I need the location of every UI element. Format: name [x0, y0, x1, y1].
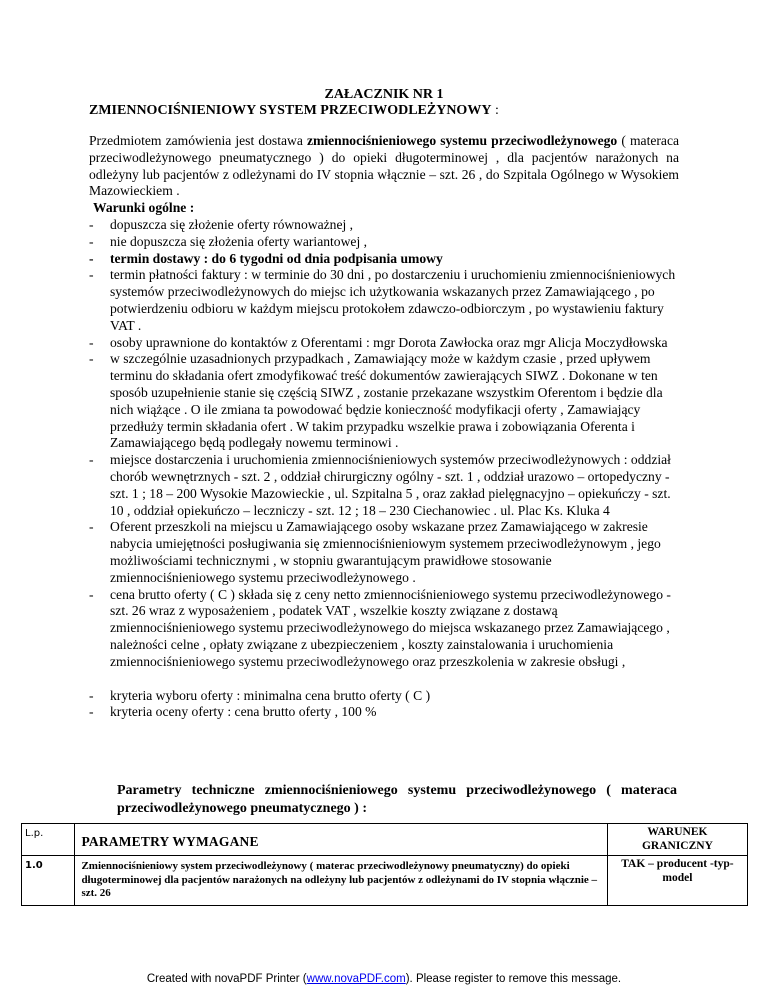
condition-item: - miejsce dostarczenia i uruchomienia zmiennociśnieniowych systemów przeciwodleżynowych : oddział chorób wewnętrznych - szt. 2 , oddział chirurgiczny ogólny - szt. 1 , oddział urazowo – ortopedyczny - szt. 1 ; 18 – 200 Wysokie Mazowieckie , ul. Szpitalna 5 , oraz zakład pielęgnacyjno – opiekuńczy - szt. 10 , oddział opiekuńczo – leczniczy - szt. 12 ; 18 – 230 Ciechanowiec . ul. Plac Ks. Kluka 4	[89, 452, 671, 518]
condition-item: - termin płatności faktury : w terminie do 30 dni , po dostarczeniu i uruchomieniu zmiennociśnieniowych systemów przeciwodleżynowych do miejsc ich użytkowania wskazanych przez Zamawiającego , po potwierdzeniu odbioru w każdym miejscu protokołem zdawczo-odbiorczym , po wystawieniu faktury VAT .	[89, 267, 676, 333]
criteria-item: - kryteria oceny oferty : cena brutto oferty , 100 %	[89, 704, 377, 720]
row-parameter: Zmiennociśnieniowy system przeciwodleżynowy ( materac przeciwodleżynowy pneumatyczny) do opieki długoterminowej dla pacjentów narażonych na odleżyny lub pacjentów z odleżynami do IV stopnia włącznie – szt. 26	[75, 856, 607, 906]
footer-text-post: ). Please register to remove this message.	[405, 973, 622, 985]
criteria-text: kryteria oceny oferty : cena brutto oferty , 100 %	[110, 704, 377, 720]
pdf-footer	[0, 973, 768, 985]
criteria-list	[89, 688, 679, 722]
parameters-table	[21, 823, 748, 906]
header-parameters: PARAMETRY WYMAGANE	[75, 824, 607, 856]
document-body	[89, 133, 679, 721]
subtitle-colon: :	[491, 103, 499, 118]
condition-text: cena brutto oferty ( C ) składa się z ceny netto zmiennociśnieniowego systemu przeciwodleżynowego - szt. 26 wraz z wyposażeniem , podatek VAT , wszelkie koszty związane z dostawą zmiennociśnieniowego systemu przeciwodleżynowego do miejsca wskazanego przez Zamawiającego , należności celne , opłaty związane z ubezpieczeniem , koszty zainstalowania i uruchomienia zmiennociśnieniowego systemu przeciwodleżynowego oraz przeszkolenia w zakresie obsługi ,	[110, 586, 671, 669]
condition-item: - dopuszcza się złożenie oferty równoważnej ,	[89, 216, 354, 232]
condition-item: - w szczególnie uzasadnionych przypadkach , Zamawiający może w każdym czasie , przed upływem terminu do składania ofert zmodyfikować treść dokumentów zawierających SIWZ . Dokonane w ten sposób uzupełnienie stanie się częścią SIWZ , zostanie przekazane wszystkim Oferentom i będzie dla nich wiążące . O ile zmiana ta powodować będzie konieczność modyfikacji oferty , Zamawiający przedłuży termin składania ofert . W takim przypadku wszelkie prawa i zobowiązania Oferenta i Zamawiającego będą podlegały nowemu terminowi .	[89, 351, 663, 451]
conditions-list	[89, 217, 679, 671]
condition-text: osoby uprawnione do kontaktów z Oferentami : mgr Dorota Zawłocka oraz mgr Alicja Moczydłowska	[110, 334, 668, 350]
condition-item-delivery: - termin dostawy : do 6 tygodni od dnia podpisania umowy	[89, 250, 443, 266]
condition-item: - cena brutto oferty ( C ) składa się z ceny netto zmiennociśnieniowego systemu przeciwodleżynowego - szt. 26 wraz z wyposażeniem , podatek VAT , wszelkie koszty związane z dostawą zmiennociśnieniowego systemu przeciwodleżynowego do miejsca wskazanego przez Zamawiającego , należności celne , opłaty związane z ubezpieczeniem , koszty zainstalowania i uruchomienia zmiennociśnieniowego systemu przeciwodleżynowego oraz przeszkolenia w zakresie obsługi ,	[89, 586, 671, 669]
condition-item: - nie dopuszcza się złożenia oferty wariantowej ,	[89, 233, 368, 249]
condition-item: - Oferent przeszkoli na miejscu u Zamawiającego osoby wskazane przez Zamawiającego w zakresie nabycia umiejętności posługiwania się zmiennociśnieniowym systemem przeciwodleżynowym , jego możliwościami technicznymi , w stopniu gwarantującym prawidłowe stosowanie zmiennociśnieniowego systemu przeciwodleżynowego .	[89, 519, 661, 585]
condition-text: dopuszcza się złożenie oferty równoważnej ,	[110, 216, 354, 232]
row-condition: TAK – producent -typ- model	[607, 856, 747, 906]
condition-text: termin dostawy : do 6 tygodni od dnia podpisania umowy	[110, 250, 443, 266]
criteria-item: - kryteria wyboru oferty : minimalna cena brutto oferty ( C )	[89, 687, 431, 703]
condition-text: w szczególnie uzasadnionych przypadkach , Zamawiający może w każdym czasie , przed upływem terminu do składania ofert zmodyfikować treść dokumentów zawierających SIWZ . Dokonane w ten sposób uzupełnienie stanie się częścią SIWZ , zostanie przekazane wszystkim Oferentom i będzie dla nich wiążące . O ile zmiana ta powodować będzie konieczność modyfikacji oferty , Zamawiający przedłuży termin składania ofert . W takim przypadku wszelkie prawa i zobowiązania Oferenta i Zamawiającego będą podlegały nowemu terminowi .	[110, 351, 663, 451]
conditions-heading: Warunki ogólne :	[93, 200, 195, 216]
condition-text: nie dopuszcza się złożenia oferty wariantowej ,	[110, 233, 368, 249]
row-lp: 1.0	[22, 856, 75, 906]
subtitle-text: ZMIENNOCIŚNIENIOWY SYSTEM PRZECIWODLEŻYNOWY	[89, 103, 492, 118]
document-title: ZAŁACZNIK NR 1	[324, 87, 444, 102]
footer-text-pre: Created with novaPDF Printer (	[146, 973, 307, 985]
condition-text: termin płatności faktury : w terminie do 30 dni , po dostarczeniu i uruchomieniu zmiennociśnieniowych systemów przeciwodleżynowych do miejsc ich użytkowania wskazanych przez Zamawiającego , po potwierdzeniu odbioru w każdym miejscu protokołem zdawczo-odbiorczym , po wystawieniu faktury VAT .	[110, 267, 676, 333]
document-subtitle	[89, 102, 499, 119]
header-condition: WARUNEK GRANICZNY	[607, 824, 747, 856]
footer-link[interactable]: www.novaPDF.com	[306, 973, 406, 985]
condition-text: miejsce dostarczenia i uruchomienia zmiennociśnieniowych systemów przeciwodleżynowych : oddział chorób wewnętrznych - szt. 2 , oddział chirurgiczny ogólny - szt. 1 , oddział urazowo – ortopedyczny - szt. 1 ; 18 – 200 Wysokie Mazowieckie , ul. Szpitalna 5 , oraz zakład pielęgnacyjno – opiekuńczy - szt. 10 , oddział opiekuńczo – leczniczy - szt. 12 ; 18 – 230 Ciechanowiec . ul. Plac Ks. Kluka 4	[110, 452, 671, 518]
table-header-row	[22, 824, 748, 856]
intro-bold: zmiennociśnieniowego systemu przeciwodleżynowego	[306, 133, 618, 148]
condition-item: - osoby uprawnione do kontaktów z Oferentami : mgr Dorota Zawłocka oraz mgr Alicja Moczydłowska	[89, 334, 668, 350]
header-lp: L.p.	[22, 824, 75, 856]
intro-paragraph	[89, 133, 679, 200]
criteria-text: kryteria wyboru oferty : minimalna cena brutto oferty ( C )	[110, 687, 431, 703]
table-row	[22, 856, 748, 906]
condition-text: Oferent przeszkoli na miejscu u Zamawiającego osoby wskazane przez Zamawiającego w zakresie nabycia umiejętności posługiwania się zmiennociśnieniowym systemem przeciwodleżynowym , jego możliwościami technicznymi , w stopniu gwarantującym prawidłowe stosowanie zmiennociśnieniowego systemu przeciwodleżynowego .	[110, 519, 661, 585]
intro-text-2: ( materaca przeciwodleżynowego pneumatycznego ) do opieki długoterminowej , dla pacjentów narażonych na odleżyny lub pacjentów z odleżynami do IV stopnia włącznie – szt. 26 , do Szpitala Ogólnego w Wysokiem Mazowieckiem .	[89, 133, 680, 199]
intro-text-1: Przedmiotem zamówienia jest dostawa	[89, 133, 307, 148]
parameters-heading: Parametry techniczne zmiennociśnieniowego systemu przeciwodleżynowego ( materaca przeciwodleżynowego pneumatycznego ) :	[117, 783, 677, 816]
